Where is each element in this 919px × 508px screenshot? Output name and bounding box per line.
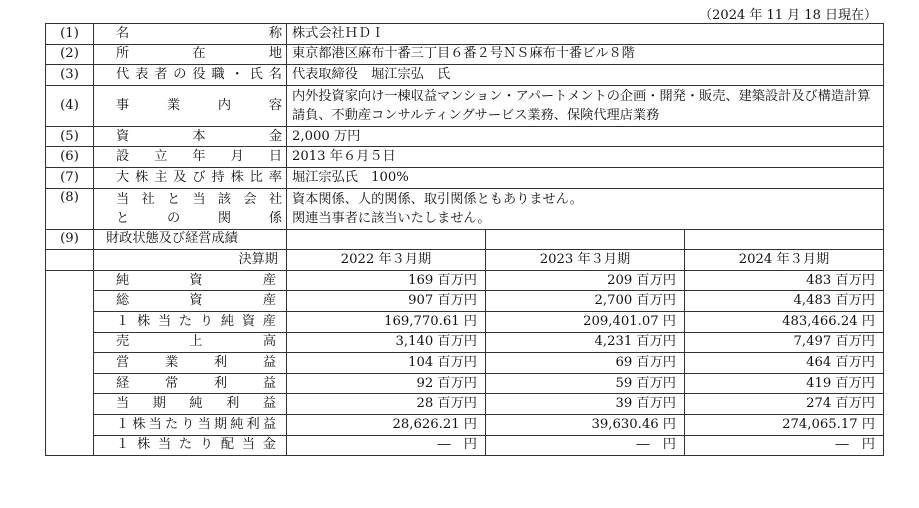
financial-row (46, 373, 884, 394)
metric-label: 総 資 産 (94, 291, 287, 312)
relation-label (94, 188, 287, 229)
metric-value: 7,497 百万円 (685, 332, 884, 353)
relation-value-line2: 関連当事者に該当いたしません。 (292, 210, 491, 226)
company-row (46, 24, 884, 45)
row-number: (5) (46, 126, 94, 147)
relation-value (287, 188, 884, 229)
metric-value: 464 百万円 (685, 353, 884, 374)
metric-label: 純 資 産 (94, 270, 287, 291)
company-overview-table (45, 23, 884, 456)
row-value: 代表取締役 堀江宗弘 氏 (287, 65, 884, 86)
empty-cell (486, 229, 685, 250)
metric-value: 483,466.24 円 (685, 311, 884, 332)
metric-value: 274,065.17 円 (685, 414, 884, 435)
metric-value: 209 百万円 (486, 270, 685, 291)
financial-row (46, 332, 884, 353)
row-label: 代 表 者 の 役 職 ・ 氏 名 (94, 65, 287, 86)
metric-value: 59 百万円 (486, 373, 685, 394)
empty-cell (46, 311, 94, 332)
row-number: (1) (46, 24, 94, 45)
empty-cell (46, 353, 94, 374)
financial-title: 財政状態及び経営成績 (94, 229, 287, 250)
financial-title-row (46, 229, 884, 250)
company-row (46, 126, 884, 147)
empty-cell (287, 229, 486, 250)
row-value: 2,000 万円 (287, 126, 884, 147)
relation-row (46, 188, 884, 229)
metric-label: １ 株 当 た り 当 期 純 利 益 (94, 414, 287, 435)
row-number: (4) (46, 85, 94, 126)
metric-value: 169,770.61 円 (287, 311, 486, 332)
period-header: 2024 年３月期 (685, 250, 884, 271)
period-label: 決算期 (94, 250, 287, 271)
metric-value: 419 百万円 (685, 373, 884, 394)
empty-cell (46, 250, 94, 271)
empty-cell (46, 332, 94, 353)
row-label: 所 在 地 (94, 44, 287, 65)
metric-value: 104 百万円 (287, 353, 486, 374)
financial-row (46, 394, 884, 415)
metric-value: 3,140 百万円 (287, 332, 486, 353)
row-value: 2013 年６月５日 (287, 147, 884, 168)
relation-label-line1: 当 社 と 当 該 会 社 (116, 191, 282, 207)
period-header: 2022 年３月期 (287, 250, 486, 271)
row-label: 事 業 内 容 (94, 85, 287, 126)
metric-value: 4,231 百万円 (486, 332, 685, 353)
empty-cell (46, 394, 94, 415)
row-number: (8) (46, 188, 94, 229)
row-number: (3) (46, 65, 94, 86)
financial-row (46, 414, 884, 435)
as-of-date: （2024 年 11 月 18 日現在） (699, 8, 877, 23)
row-label: 資 本 金 (94, 126, 287, 147)
metric-value: 2,700 百万円 (486, 291, 685, 312)
empty-cell (46, 414, 94, 435)
relation-label-line2: と の 関 係 (116, 210, 282, 226)
row-number: (9) (46, 229, 94, 250)
financial-row (46, 435, 884, 456)
empty-cell (685, 229, 884, 250)
metric-value: 209,401.07 円 (486, 311, 685, 332)
row-label: 設 立 年 月 日 (94, 147, 287, 168)
metric-value: 39 百万円 (486, 394, 685, 415)
metric-label: 売 上 高 (94, 332, 287, 353)
row-number: (6) (46, 147, 94, 168)
relation-value-line1: 資本関係、人的関係、取引関係ともありません。 (292, 191, 583, 207)
financial-row (46, 291, 884, 312)
row-value: 株式会社ＨＤＩ (287, 24, 884, 45)
metric-label: 当 期 純 利 益 (94, 394, 287, 415)
metric-value: 274 百万円 (685, 394, 884, 415)
period-header-row (46, 250, 884, 271)
metric-value: ― 円 (287, 435, 486, 456)
metric-value: 169 百万円 (287, 270, 486, 291)
metric-label: 営 業 利 益 (94, 353, 287, 374)
empty-cell (46, 291, 94, 312)
metric-value: 39,630.46 円 (486, 414, 685, 435)
metric-value: 4,483 百万円 (685, 291, 884, 312)
metric-label: １ 株 当 た り 純 資 産 (94, 311, 287, 332)
company-row (46, 65, 884, 86)
metric-label: １ 株 当 た り 配 当 金 (94, 435, 287, 456)
metric-value: 28 百万円 (287, 394, 486, 415)
metric-label: 経 常 利 益 (94, 373, 287, 394)
row-label: 名 称 (94, 24, 287, 45)
financial-row (46, 353, 884, 374)
empty-cell (46, 435, 94, 456)
row-number: (7) (46, 167, 94, 188)
company-row (46, 147, 884, 168)
empty-cell (46, 373, 94, 394)
metric-value: ― 円 (486, 435, 685, 456)
metric-value: 483 百万円 (685, 270, 884, 291)
company-row (46, 44, 884, 65)
financial-row (46, 270, 884, 291)
row-value: 堀江宗弘氏 100% (287, 167, 884, 188)
row-label: 大 株 主 及 び 持 株 比 率 (94, 167, 287, 188)
company-row (46, 167, 884, 188)
row-value: 内外投資家向け一棟収益マンション・アパートメントの企画・開発・販売、建築設計及び構造計算請負、不動産コンサルティングサービス業務、保険代理店業務 (287, 85, 884, 126)
empty-cell (46, 270, 94, 291)
metric-value: 92 百万円 (287, 373, 486, 394)
metric-value: 28,626.21 円 (287, 414, 486, 435)
row-value: 東京都港区麻布十番三丁目６番２号ＮＳ麻布十番ビル８階 (287, 44, 884, 65)
company-row (46, 85, 884, 126)
row-number: (2) (46, 44, 94, 65)
metric-value: ― 円 (685, 435, 884, 456)
metric-value: 69 百万円 (486, 353, 685, 374)
metric-value: 907 百万円 (287, 291, 486, 312)
financial-row (46, 311, 884, 332)
period-header: 2023 年３月期 (486, 250, 685, 271)
